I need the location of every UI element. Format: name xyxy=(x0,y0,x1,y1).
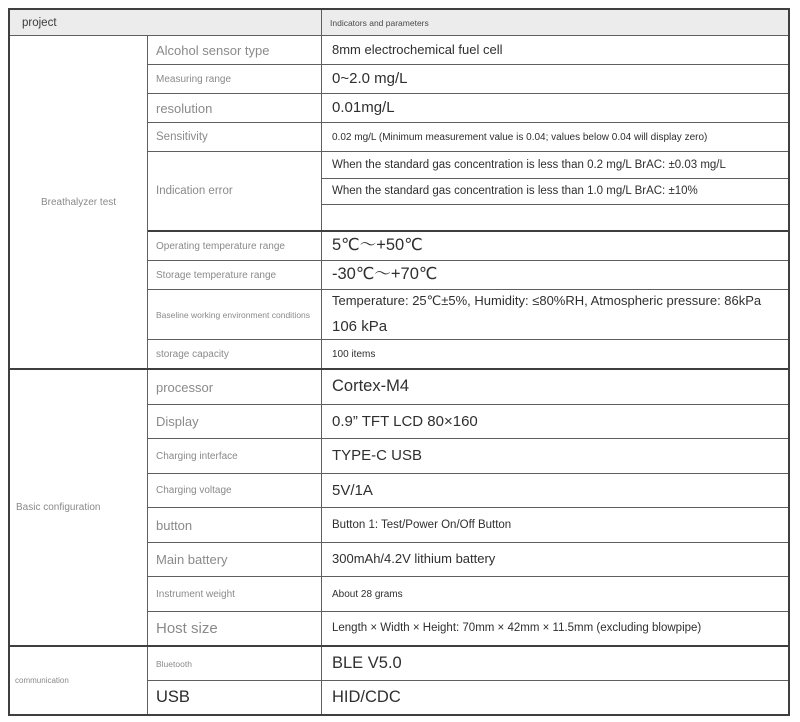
row-values xyxy=(322,36,788,64)
table-body xyxy=(10,36,788,714)
spec-row-host-size xyxy=(148,611,788,646)
value-text: 106 kPa xyxy=(332,317,388,335)
value-cell xyxy=(322,474,788,508)
value-text: 0.02 mg/L (Minimum measurement value is 0.04; values below 0.04 will display zero) xyxy=(332,131,708,143)
value-cell xyxy=(322,439,788,473)
value-text: Temperature: 25℃±5%, Humidity: ≤80%RH, Atmospheric pressure: 86kPa xyxy=(332,293,762,308)
spec-row-storage-temperature-range xyxy=(148,260,788,289)
row-values xyxy=(322,340,788,368)
table-header xyxy=(10,10,788,36)
spec-row-display xyxy=(148,404,788,439)
row-label: Sensitivity xyxy=(148,123,322,151)
row-values xyxy=(322,152,788,230)
spec-row-usb xyxy=(148,680,788,714)
row-values xyxy=(322,577,788,611)
header-indicators-label: Indicators and parameters xyxy=(330,17,429,28)
spec-row-charging-voltage xyxy=(148,473,788,508)
row-label: Operating temperature range xyxy=(148,232,322,260)
row-label: USB xyxy=(148,681,322,714)
value-cell xyxy=(322,405,788,439)
row-values xyxy=(322,612,788,646)
value-cell xyxy=(322,94,788,122)
row-values xyxy=(322,370,788,404)
spec-row-charging-interface xyxy=(148,438,788,473)
section-label: Breathalyzer test xyxy=(10,36,148,368)
row-label: Charging interface xyxy=(148,439,322,473)
value-text: Length × Width × Height: 70mm × 42mm × 11.5mm (excluding blowpipe) xyxy=(332,622,702,635)
row-values xyxy=(322,474,788,508)
row-label: Baseline working environment conditions xyxy=(148,290,322,339)
spec-row-main-battery xyxy=(148,542,788,577)
row-values xyxy=(322,439,788,473)
row-label: Display xyxy=(148,405,322,439)
value-cell xyxy=(322,681,788,714)
row-label: Host size xyxy=(148,612,322,646)
section-communication xyxy=(10,645,788,714)
row-values xyxy=(322,65,788,93)
row-label: button xyxy=(148,508,322,542)
row-label: Charging voltage xyxy=(148,474,322,508)
row-label: processor xyxy=(148,370,322,404)
value-cell xyxy=(322,647,788,680)
header-project-cell xyxy=(10,10,322,35)
spec-row-sensitivity xyxy=(148,122,788,151)
value-text: 0.9” TFT LCD 80×160 xyxy=(332,412,478,430)
value-text: When the standard gas concentration is less than 1.0 mg/L BrAC: ±10% xyxy=(332,185,698,198)
section-breathalyzer-test xyxy=(10,36,788,368)
value-cell xyxy=(322,152,788,178)
value-cell xyxy=(322,612,788,646)
header-indicators-cell xyxy=(322,10,788,35)
value-cell xyxy=(322,261,788,289)
spec-row-alcohol-sensor-type xyxy=(148,36,788,64)
spec-row-baseline-working-environment-conditions xyxy=(148,289,788,339)
spec-row-button xyxy=(148,507,788,542)
header-project-label: project xyxy=(22,16,57,29)
value-text: TYPE-C USB xyxy=(332,447,423,465)
spec-row-measuring-range xyxy=(148,64,788,93)
spec-table xyxy=(8,8,790,716)
value-cell xyxy=(322,340,788,368)
value-text: 0~2.0 mg/L xyxy=(332,70,408,88)
row-values xyxy=(322,681,788,714)
spec-row-processor xyxy=(148,370,788,404)
value-cell xyxy=(322,508,788,542)
value-text: About 28 grams xyxy=(332,588,403,600)
value-text: 5℃～+50℃ xyxy=(332,236,423,255)
value-text: 8mm electrochemical fuel cell xyxy=(332,41,503,57)
row-label: Storage temperature range xyxy=(148,261,322,289)
value-cell xyxy=(322,204,788,230)
row-values xyxy=(322,232,788,260)
value-text: 0.01mg/L xyxy=(332,99,395,117)
section-label: Basic configuration xyxy=(10,370,148,645)
spec-row-storage-capacity xyxy=(148,339,788,368)
value-cell xyxy=(322,36,788,64)
row-values xyxy=(322,261,788,289)
value-text: 300mAh/4.2V lithium battery xyxy=(332,551,496,567)
spec-row-operating-temperature-range xyxy=(148,230,788,260)
row-label: Main battery xyxy=(148,543,322,577)
value-text: Cortex-M4 xyxy=(332,377,410,396)
row-label: Indication error xyxy=(148,152,322,230)
value-text: 100 items xyxy=(332,348,376,360)
value-text: -30℃～+70℃ xyxy=(332,265,438,284)
section-rows xyxy=(148,647,788,714)
section-rows xyxy=(148,370,788,645)
row-label: storage capacity xyxy=(148,340,322,368)
spec-row-resolution xyxy=(148,93,788,122)
value-cell xyxy=(322,178,788,204)
value-text: BLE V5.0 xyxy=(332,654,402,673)
section-label: communication xyxy=(10,647,148,714)
value-cell xyxy=(322,232,788,260)
value-text: When the standard gas concentration is less than 0.2 mg/L BrAC: ±0.03 mg/L xyxy=(332,158,726,171)
value-text: 5V/1A xyxy=(332,481,373,499)
row-values xyxy=(322,647,788,680)
row-label: Alcohol sensor type xyxy=(148,36,322,64)
row-values xyxy=(322,543,788,577)
row-label: Bluetooth xyxy=(148,647,322,680)
spec-row-indication-error xyxy=(148,151,788,230)
value-cell xyxy=(322,65,788,93)
section-rows xyxy=(148,36,788,368)
value-cell xyxy=(322,290,788,339)
row-values xyxy=(322,123,788,151)
value-cell xyxy=(322,543,788,577)
row-label: resolution xyxy=(148,94,322,122)
value-cell xyxy=(322,577,788,611)
value-cell xyxy=(322,370,788,404)
section-basic-configuration xyxy=(10,368,788,645)
row-label: Instrument weight xyxy=(148,577,322,611)
row-values xyxy=(322,508,788,542)
value-cell xyxy=(322,123,788,151)
value-text: HID/CDC xyxy=(332,688,401,707)
spec-row-bluetooth xyxy=(148,647,788,680)
row-values xyxy=(322,405,788,439)
row-values xyxy=(322,94,788,122)
row-values xyxy=(322,290,788,339)
row-label: Measuring range xyxy=(148,65,322,93)
value-text: Button 1: Test/Power On/Off Button xyxy=(332,518,512,531)
spec-row-instrument-weight xyxy=(148,576,788,611)
